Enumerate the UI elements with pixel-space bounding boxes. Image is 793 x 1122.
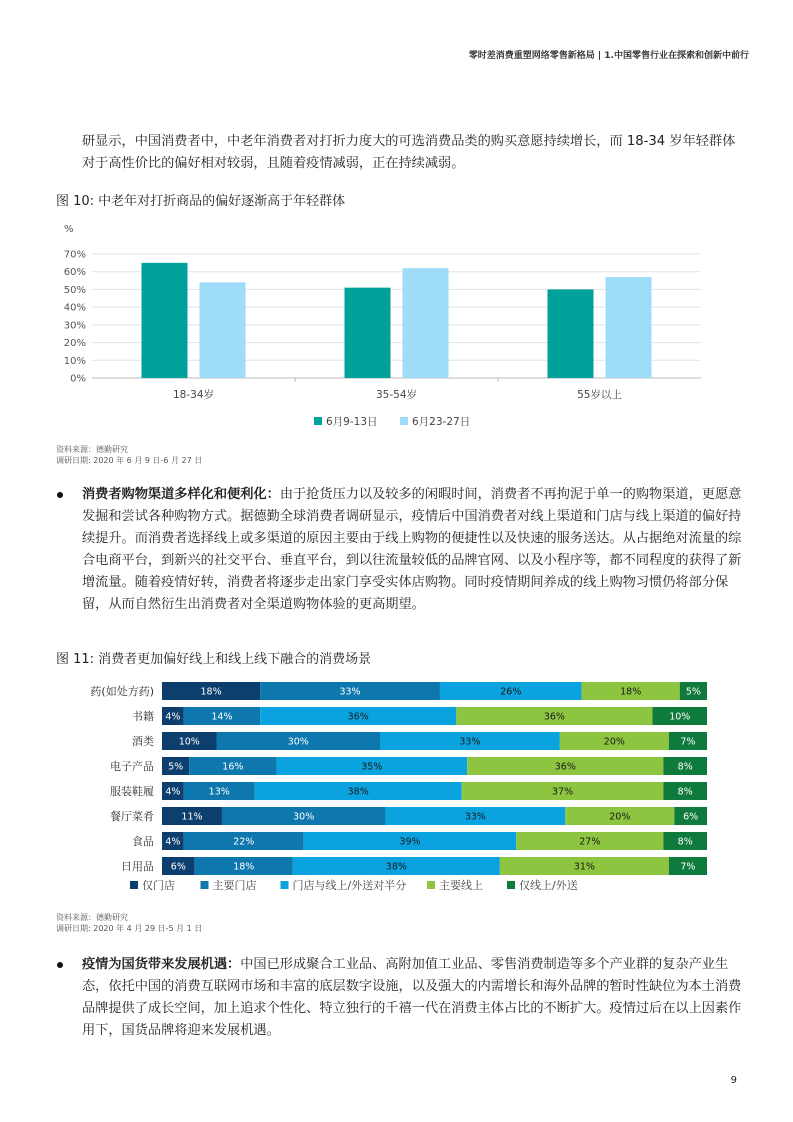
legend-swatch bbox=[507, 881, 515, 889]
bullet2-paragraph bbox=[82, 954, 742, 1042]
bar-55岁以上-6月23-27日 bbox=[606, 277, 652, 378]
legend-swatch bbox=[400, 417, 408, 425]
segment-label: 38% bbox=[385, 861, 407, 873]
figure10-source-line2: 调研日期: 2020 年 6 月 9 日-6 月 27 日 bbox=[56, 456, 203, 465]
page-number: 9 bbox=[730, 1075, 737, 1086]
figure11-source-line1: 资料来源：德勤研究 bbox=[56, 913, 128, 922]
segment-label: 6% bbox=[683, 811, 699, 823]
segment-label: 38% bbox=[347, 786, 369, 798]
legend-swatch bbox=[281, 881, 289, 889]
segment-label: 7% bbox=[680, 736, 696, 748]
segment-label: 33% bbox=[459, 736, 481, 748]
segment-label: 35% bbox=[361, 761, 383, 773]
segment-label: 8% bbox=[677, 786, 693, 798]
y-axis-unit: % bbox=[64, 224, 74, 235]
category-label: 书籍 bbox=[132, 710, 154, 723]
bullet2-text: 中国已形成聚合工业品、高附加值工业品、零售消费制造等多个产业群的复杂产业生态，依托中国的消费互联网市场和丰富的底层数字设施，以及强大的内需增长和海外品牌的暂时性缺位为本土消费品牌提供了成长空间，加上追求个性化、特立独行的千禧一代在消费主体占比的不断扩大。疫情过后在以上因素作用下，国货品牌将迎来发展机遇。 bbox=[82, 957, 742, 1038]
segment-label: 10% bbox=[178, 736, 200, 748]
segment-label: 18% bbox=[200, 686, 222, 698]
segment-label: 4% bbox=[165, 711, 181, 723]
intro-paragraph: 研显示，中国消费者中，中老年消费者对打折力度大的可选消费品类的购买意愿持续增长，而 18-34 岁年轻群体对于高性价比的偏好相对较弱，且随着疫情减弱，正在持续减弱。 bbox=[82, 134, 736, 171]
segment-label: 8% bbox=[677, 836, 693, 848]
bullet-dot bbox=[57, 962, 63, 968]
segment-label: 22% bbox=[233, 836, 255, 848]
legend-swatch bbox=[427, 881, 435, 889]
segment-label: 11% bbox=[181, 811, 203, 823]
bar-55岁以上-6月9-13日 bbox=[548, 289, 594, 378]
segment-label: 4% bbox=[165, 786, 181, 798]
figure11-source bbox=[56, 912, 202, 934]
y-tick-label: 40% bbox=[63, 302, 86, 314]
segment-label: 37% bbox=[552, 786, 574, 798]
figure11-title: 图 11: 消费者更加偏好线上和线上线下融合的消费场景 bbox=[56, 652, 372, 667]
segment-label: 20% bbox=[609, 811, 631, 823]
y-tick-label: 0% bbox=[70, 373, 86, 385]
segment-label: 26% bbox=[500, 686, 522, 698]
legend-swatch bbox=[130, 881, 138, 889]
running-header: 零时差消费重塑网络零售新格局 | 1.中国零售行业在探索和创新中前行 bbox=[468, 51, 749, 61]
segment-label: 4% bbox=[165, 836, 181, 848]
category-label: 电子产品 bbox=[110, 760, 154, 773]
segment-label: 33% bbox=[339, 686, 361, 698]
legend-label: 主要线上 bbox=[439, 879, 483, 892]
figure10-title: 图 10: 中老年对打折商品的偏好逐渐高于年轻群体 bbox=[56, 194, 346, 209]
bar-35-54岁-6月23-27日 bbox=[403, 268, 449, 378]
figure10-chart bbox=[56, 216, 716, 436]
legend-label: 仅门店 bbox=[142, 879, 175, 892]
segment-label: 18% bbox=[620, 686, 642, 698]
bar-18-34岁-6月23-27日 bbox=[200, 282, 246, 378]
segment-label: 39% bbox=[399, 836, 421, 848]
y-tick-label: 30% bbox=[63, 320, 86, 332]
category-label: 餐厅菜肴 bbox=[110, 810, 154, 823]
segment-label: 10% bbox=[669, 711, 691, 723]
segment-label: 14% bbox=[211, 711, 233, 723]
y-tick-label: 70% bbox=[63, 249, 86, 261]
category-label: 日用品 bbox=[121, 860, 154, 873]
segment-label: 31% bbox=[573, 861, 595, 873]
bar-18-34岁-6月9-13日 bbox=[142, 263, 188, 378]
segment-label: 8% bbox=[677, 761, 693, 773]
category-label: 食品 bbox=[132, 835, 154, 848]
segment-label: 30% bbox=[293, 811, 315, 823]
legend-swatch bbox=[314, 417, 322, 425]
bullet1-text: 由于抢货压力以及较多的闲暇时间，消费者不再拘泥于单一的购物渠道，更愿意发掘和尝试各种购物方式。据德勤全球消费者调研显示，疫情后中国消费者对线上渠道和门店与线上渠道的偏好持续提升。而消费者选择线上或多渠道的原因主要由于线上购物的便捷性以及快速的服务送达。从占据绝对流量的综合电商平台，到新兴的社交平台、垂直平台，到以往流量较低的品牌官网、以及小程序等，都不同程度的获得了新增流量。随着疫情好转，消费者将逐步走出家门享受实体店购物。同时疫情期间养成的线上购物习惯仍将部分保留，从而自然衍生出消费者对全渠道购物体验的更高期望。 bbox=[82, 487, 742, 612]
legend-label: 门店与线上/外送对半分 bbox=[292, 879, 407, 892]
legend-label: 6月23-27日 bbox=[412, 416, 471, 428]
segment-label: 36% bbox=[543, 711, 565, 723]
bullet1-paragraph bbox=[82, 484, 742, 616]
category-label: 服装鞋履 bbox=[110, 785, 154, 798]
segment-label: 36% bbox=[554, 761, 576, 773]
segment-label: 36% bbox=[347, 711, 369, 723]
category-label: 药(如处方药) bbox=[90, 685, 154, 698]
x-tick-label: 55岁以上 bbox=[577, 389, 622, 401]
x-tick-label: 18-34岁 bbox=[172, 389, 215, 401]
category-label: 酒类 bbox=[132, 735, 154, 748]
legend-label: 6月9-13日 bbox=[326, 416, 378, 428]
bar-35-54岁-6月9-13日 bbox=[345, 288, 391, 378]
segment-label: 33% bbox=[464, 811, 486, 823]
bullet-dot bbox=[57, 492, 63, 498]
legend-swatch bbox=[201, 881, 209, 889]
segment-label: 5% bbox=[168, 761, 184, 773]
y-tick-label: 50% bbox=[63, 284, 86, 296]
figure11-chart bbox=[56, 676, 726, 904]
legend-label: 主要门店 bbox=[212, 879, 257, 892]
segment-label: 6% bbox=[170, 861, 186, 873]
y-tick-label: 10% bbox=[63, 355, 86, 367]
segment-label: 27% bbox=[579, 836, 601, 848]
segment-label: 7% bbox=[680, 861, 696, 873]
segment-label: 16% bbox=[222, 761, 244, 773]
figure10-source-line1: 资料来源：德勤研究 bbox=[56, 445, 128, 454]
segment-label: 30% bbox=[287, 736, 309, 748]
figure10-source bbox=[56, 444, 202, 466]
legend-label: 仅线上/外送 bbox=[519, 879, 578, 892]
segment-label: 13% bbox=[208, 786, 230, 798]
y-tick-label: 20% bbox=[63, 338, 86, 350]
segment-label: 20% bbox=[603, 736, 625, 748]
segment-label: 18% bbox=[233, 861, 255, 873]
y-tick-label: 60% bbox=[63, 267, 86, 279]
x-tick-label: 35-54岁 bbox=[375, 389, 418, 401]
bullet2-heading: 疫情为国货带来发展机遇： bbox=[82, 957, 241, 972]
figure11-source-line2: 调研日期: 2020 年 4 月 29 日-5 月 1 日 bbox=[56, 924, 203, 933]
bullet1-heading: 消费者购物渠道多样化和便利化： bbox=[82, 487, 280, 502]
segment-label: 5% bbox=[685, 686, 701, 698]
